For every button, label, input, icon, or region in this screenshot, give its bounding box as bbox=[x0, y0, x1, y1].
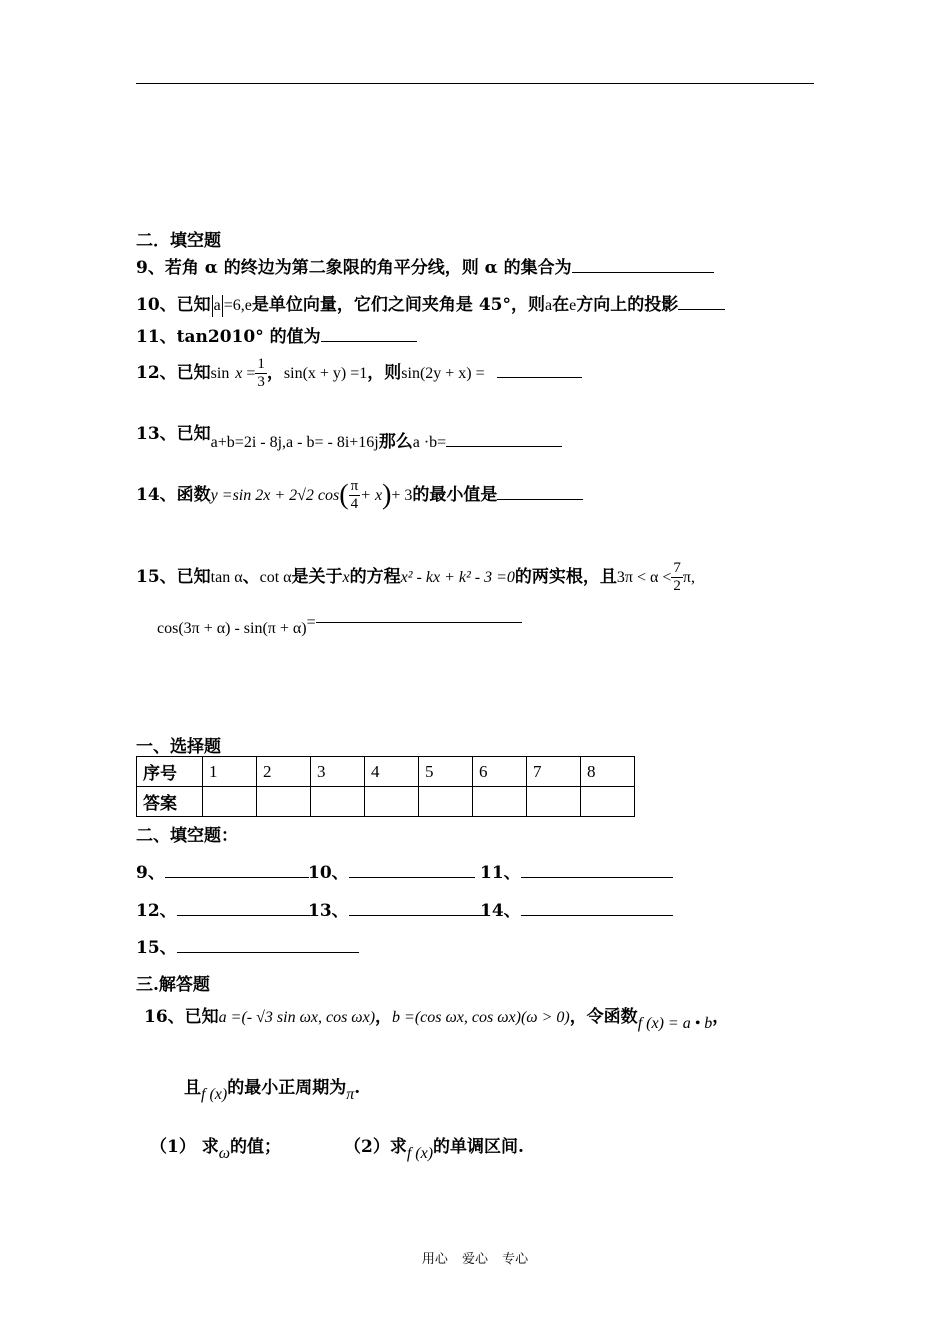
section-choice-title: 一、选择题 bbox=[136, 737, 221, 757]
question-16: 16、已知a =(- √3 sin ωx, cos ωx)，b =(cos ωx, cos ωx)(ω > 0)，令函数f (x) = a • b， bbox=[144, 1007, 730, 1032]
answer-blank-11[interactable] bbox=[321, 325, 417, 342]
blank-line-14: 14、 bbox=[480, 896, 673, 921]
blank-line-10: 10、 bbox=[308, 858, 475, 883]
answer-cell-1[interactable] bbox=[203, 787, 257, 817]
table-col-7: 7 bbox=[527, 757, 581, 787]
table-header-number: 序号 bbox=[137, 757, 203, 787]
fraction-one-third: $\frac{1}{3}$ bbox=[257, 356, 265, 390]
fill-blank-15[interactable] bbox=[177, 936, 359, 953]
table-col-3: 3 bbox=[311, 757, 365, 787]
section-fill-in-answers-title: 二、填空题： bbox=[136, 826, 238, 846]
question-14: 14、函数y =sin 2x + 2√2 cos( $\frac{\pi}{4}$ + x)+ 3的最小值是 bbox=[136, 478, 583, 513]
blank-line-13: 13、 bbox=[308, 896, 485, 921]
answer-cell-4[interactable] bbox=[365, 787, 419, 817]
header-rule bbox=[136, 83, 814, 84]
fraction-seven-halves: $\frac{7}{2}$ bbox=[673, 560, 681, 594]
question-15: 15、已知tan α、cot α是关于x的方程x² - kx + k² - 3 =0的两实根，且3π < α < $\frac{7}{2}$ π, bbox=[136, 560, 695, 594]
fill-blank-14[interactable] bbox=[521, 899, 673, 916]
fill-blank-11[interactable] bbox=[521, 861, 673, 878]
table-row-numbers bbox=[137, 757, 635, 787]
answer-blank-13[interactable] bbox=[446, 430, 562, 447]
blank-line-11: 11、 bbox=[480, 858, 673, 883]
question-9: 9、若角 α 的终边为第二象限的角平分线，则 α 的集合为 bbox=[136, 253, 714, 278]
table-col-5: 5 bbox=[419, 757, 473, 787]
table-col-4: 4 bbox=[365, 757, 419, 787]
section-solve-title: 三.解答题 bbox=[136, 975, 210, 995]
table-col-6: 6 bbox=[473, 757, 527, 787]
answer-cell-5[interactable] bbox=[419, 787, 473, 817]
table-row-answers bbox=[137, 787, 635, 817]
question-16-part2: （2）求f (x)的单调区间. bbox=[344, 1137, 524, 1162]
blank-line-15: 15、 bbox=[136, 933, 359, 958]
answer-blank-10[interactable] bbox=[678, 293, 725, 310]
blank-line-12: 12、 bbox=[136, 896, 310, 921]
answer-cell-6[interactable] bbox=[473, 787, 527, 817]
table-col-2: 2 bbox=[257, 757, 311, 787]
answer-blank-12[interactable] bbox=[497, 361, 582, 378]
page-footer: 用心 爱心 专心 bbox=[421, 1252, 529, 1267]
fraction-pi-over-4: $\frac{\pi}{4}$ bbox=[350, 478, 359, 512]
blank-line-9: 9、 bbox=[136, 858, 309, 883]
question-15-line2: cos(3π + α) - sin(π + α)= bbox=[157, 616, 522, 638]
answer-cell-7[interactable] bbox=[527, 787, 581, 817]
fill-blank-9[interactable] bbox=[165, 861, 309, 878]
answer-blank-9[interactable] bbox=[572, 256, 714, 273]
answer-cell-3[interactable] bbox=[311, 787, 365, 817]
fill-blank-10[interactable] bbox=[349, 861, 475, 878]
question-16-line2: 且f (x)的最小正周期为π. bbox=[184, 1078, 361, 1103]
answer-table bbox=[136, 756, 635, 817]
table-col-8: 8 bbox=[581, 757, 635, 787]
answer-cell-2[interactable] bbox=[257, 787, 311, 817]
section-fill-in-title: 二．填空题 bbox=[136, 231, 221, 251]
answer-blank-15[interactable] bbox=[316, 606, 522, 623]
table-col-1: 1 bbox=[203, 757, 257, 787]
table-header-answer: 答案 bbox=[137, 787, 203, 817]
question-10: 10、已知 a =6,e是单位向量，它们之间夹角是 45°，则a在e方向上的投影 bbox=[136, 290, 725, 317]
question-11: 11、tan2010° 的值为 bbox=[136, 322, 417, 347]
question-13: 13、已知a+b=2i - 8j,a - b= - 8i+16j那么a ·b= bbox=[136, 419, 562, 444]
question-12: 12、已知sin x = $\frac{1}{3}$ ，sin(x + y) =1，则sin(2y + x) = bbox=[136, 356, 582, 391]
fill-blank-13[interactable] bbox=[349, 899, 485, 916]
fill-blank-12[interactable] bbox=[177, 899, 310, 916]
question-16-part1: （1） 求ω的值； bbox=[150, 1137, 282, 1162]
answer-blank-14[interactable] bbox=[497, 483, 583, 500]
answer-cell-8[interactable] bbox=[581, 787, 635, 817]
